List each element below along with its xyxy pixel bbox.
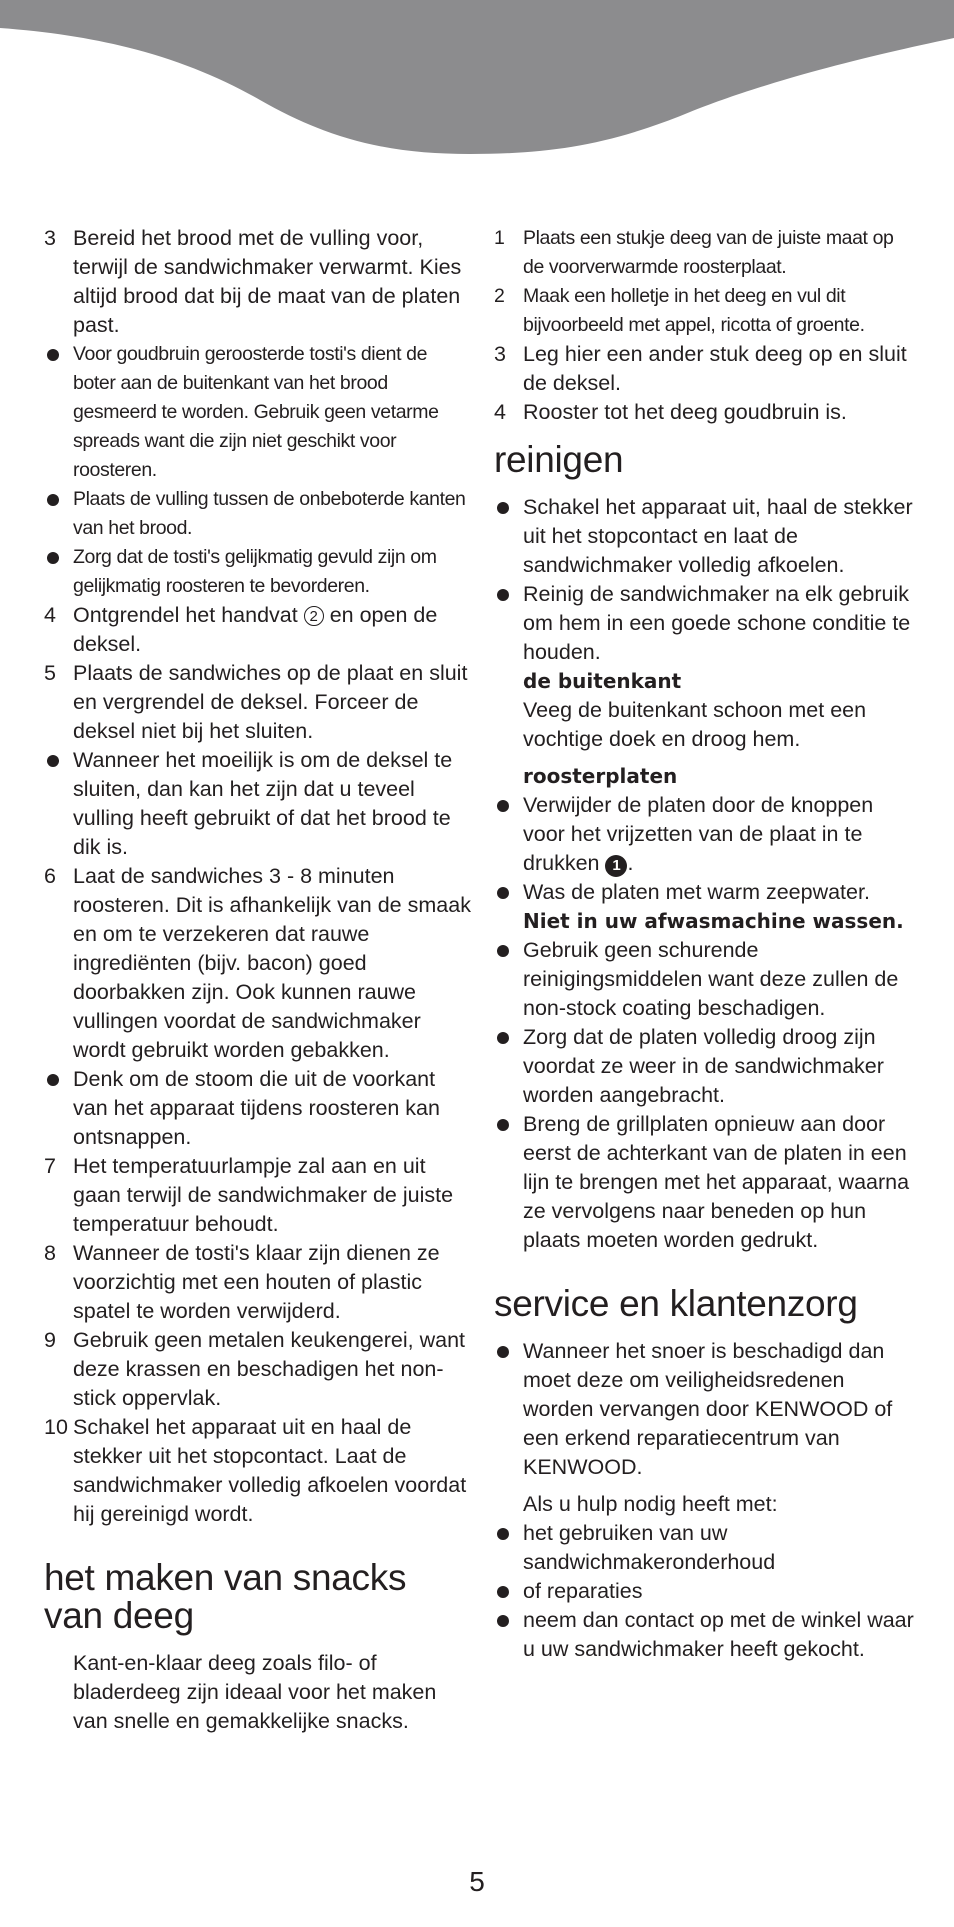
list-item [494, 224, 914, 282]
bullet-icon [497, 589, 509, 601]
list-item [44, 659, 472, 746]
step-text: Maak een holletje in het deeg en vul dit bijvoorbeeld met appel, ricotta of groente. [523, 285, 865, 336]
bullet-text: Was de platen met warm zeepwater. [523, 880, 870, 904]
list-item [44, 601, 472, 659]
step-number: 3 [494, 342, 506, 366]
step-text: Plaats een stukje deeg van de juiste maat op de voorverwarmde roosterplaat. [523, 227, 894, 278]
bullet-icon [47, 755, 59, 767]
right-column [494, 224, 914, 1664]
step-text: Bereid het brood met de vulling voor, terwijl de sandwichmaker verwarmt. Kies altijd brood dat bij de maat van de platen past. [73, 226, 462, 337]
bullet-icon [497, 1346, 509, 1358]
list-item [494, 282, 914, 340]
bullet-text: Denk om de stoom die uit de voorkant van het apparaat tijdens roosteren kan ontsnappen. [73, 1067, 440, 1149]
list-item [44, 1413, 472, 1529]
section-heading-cleaning: reinigen [494, 439, 624, 480]
step-text: Rooster tot het deeg goudbruin is. [523, 400, 847, 424]
list-item [44, 1152, 472, 1239]
list-item [44, 543, 472, 601]
step-text: Leg hier een ander stuk deeg op en sluit de deksel. [523, 342, 907, 395]
step-number: 9 [44, 1328, 56, 1352]
list-item [44, 1065, 472, 1152]
list-item [494, 791, 914, 878]
step-text: Laat de sandwiches 3 - 8 minuten roosteren. Dit is afhankelijk van de smaak en om te verzekeren dat rauwe ingrediënten (bijv. bacon) goed doorbakken zijn. Ook kunnen rauwe vullingen voordat de sandwichmaker wordt gebruikt worden gebakken. [73, 864, 471, 1062]
warning-text: Niet in uw afwasmachine wassen. [523, 909, 904, 933]
bullet-icon [47, 552, 59, 564]
bullet-icon [497, 1119, 509, 1131]
step-text: en open de deksel. [73, 603, 438, 656]
step-text: Schakel het apparaat uit en haal de stekker uit het stopcontact. Laat de sandwichmaker volledig afkoelen voordat hij gereinigd wordt. [73, 1415, 467, 1526]
bullet-text: het gebruiken van uw sandwichmakeronderhoud [523, 1521, 776, 1574]
list-item [494, 493, 914, 580]
punctuation: . [627, 851, 634, 875]
bullet-icon [497, 800, 509, 812]
heading-line: het maken van snacks [44, 1557, 407, 1598]
bullet-icon [47, 1074, 59, 1086]
bullet-text: Zorg dat de tosti's gelijkmatig gevuld zijn om gelijkmatig roosteren te bevorderen. [73, 546, 437, 597]
bullet-icon [497, 1032, 509, 1044]
list-item [494, 1577, 914, 1606]
page-number: 5 [469, 1866, 485, 1897]
list-item [494, 1110, 914, 1255]
circled-number-icon: 1 [605, 855, 627, 877]
bullet-text: Verwijder de platen door de knoppen voor het vrijzetten van de plaat in te drukken [523, 793, 874, 875]
list-item [494, 398, 914, 427]
bullet-icon [497, 1615, 509, 1627]
list-item [44, 340, 472, 485]
step-number: 4 [494, 400, 506, 424]
bullet-icon [497, 887, 509, 899]
list-item [494, 1023, 914, 1110]
help-intro: Als u hulp nodig heeft met: [523, 1492, 778, 1516]
list-item [494, 340, 914, 398]
bullet-text: Reinig de sandwichmaker na elk gebruik om hem in een goede schone conditie te houden. [523, 582, 911, 664]
left-column [44, 224, 472, 1736]
step-text: Wanneer de tosti's klaar zijn dienen ze voorzichtig met een houten of plastic spatel te worden verwijderd. [73, 1241, 440, 1323]
bullet-text: neem dan contact op met de winkel waar u uw sandwichmaker heeft gekocht. [523, 1608, 914, 1661]
step-number: 1 [494, 227, 505, 249]
header-wave-shape [0, 0, 954, 160]
list-item [44, 1239, 472, 1326]
bullet-icon [497, 1528, 509, 1540]
bullet-icon [47, 349, 59, 361]
bullet-text: Zorg dat de platen volledig droog zijn voordat ze weer in de sandwichmaker worden aangebracht. [523, 1025, 884, 1107]
bullet-text: Voor goudbruin geroosterde tosti's dient de boter aan de buitenkant van het brood gesmeerd te worden. Gebruik geen vetarme spreads want die zijn niet geschikt voor roosteren. [73, 343, 439, 481]
step-number: 10 [44, 1415, 68, 1439]
heading-line: van deeg [44, 1595, 194, 1636]
step-text: Ontgrendel het handvat [73, 603, 298, 627]
list-item [44, 746, 472, 862]
section-heading-service: service en klantenzorg [494, 1283, 858, 1324]
bullet-text: Wanneer het moeilijk is om de deksel te sluiten, dan kan het zijn dat u teveel vulling heeft gebruikt of dat het brood te dik is. [73, 748, 453, 859]
bullet-icon [497, 1586, 509, 1598]
list-item [44, 1326, 472, 1413]
snacks-intro: Kant-en-klaar deeg zoals filo- of bladerdeeg zijn ideaal voor het maken van snelle en gemakkelijke snacks. [73, 1651, 437, 1733]
circled-number-icon: 2 [304, 606, 324, 626]
step-number: 6 [44, 864, 56, 888]
step-text: Plaats de sandwiches op de plaat en sluit en vergrendel de deksel. Forceer de deksel niet bij het sluiten. [73, 661, 468, 743]
outside-text: Veeg de buitenkant schoon met een vochtige doek en droog hem. [523, 698, 867, 751]
section-heading-snacks [44, 1559, 472, 1635]
list-item [494, 936, 914, 1023]
bullet-text: Breng de grillplaten opnieuw aan door eerst de achterkant van de platen in een lijn te brengen met het apparaat, waarna ze vervolgens naar beneden op hun plaats moeten worden gedrukt. [523, 1112, 910, 1252]
list-item [44, 485, 472, 543]
list-item [494, 580, 914, 667]
step-number: 7 [44, 1154, 56, 1178]
step-number: 5 [44, 661, 56, 685]
subheading-plates: roosterplaten [523, 764, 678, 788]
bullet-icon [47, 494, 59, 506]
step-number: 4 [44, 603, 56, 627]
bullet-text: Schakel het apparaat uit, haal de stekker uit het stopcontact en laat de sandwichmaker volledig afkoelen. [523, 495, 913, 577]
list-item [494, 1606, 914, 1664]
step-number: 3 [44, 226, 56, 250]
bullet-text: of reparaties [523, 1579, 643, 1603]
list-item [44, 862, 472, 1065]
step-number: 8 [44, 1241, 56, 1265]
bullet-icon [497, 945, 509, 957]
bullet-text: Wanneer het snoer is beschadigd dan moet deze om veiligheidsredenen worden vervangen door KENWOOD of een erkend reparatiecentrum van KENWOOD. [523, 1339, 893, 1479]
bullet-text: Gebruik geen schurende reinigingsmiddelen want deze zullen de non-stock coating beschadigen. [523, 938, 899, 1020]
subheading-outside: de buitenkant [523, 669, 682, 693]
list-item [494, 1519, 914, 1577]
list-item [44, 224, 472, 340]
list-item [494, 878, 914, 936]
step-text: Het temperatuurlampje zal aan en uit gaan terwijl de sandwichmaker de juiste temperatuur behoudt. [73, 1154, 454, 1236]
step-number: 2 [494, 285, 505, 307]
list-item [494, 1337, 914, 1482]
step-text: Gebruik geen metalen keukengerei, want deze krassen en beschadigen het non-stick oppervlak. [73, 1328, 466, 1410]
bullet-text: Plaats de vulling tussen de onbeboterde kanten van het brood. [73, 488, 466, 539]
bullet-icon [497, 502, 509, 514]
